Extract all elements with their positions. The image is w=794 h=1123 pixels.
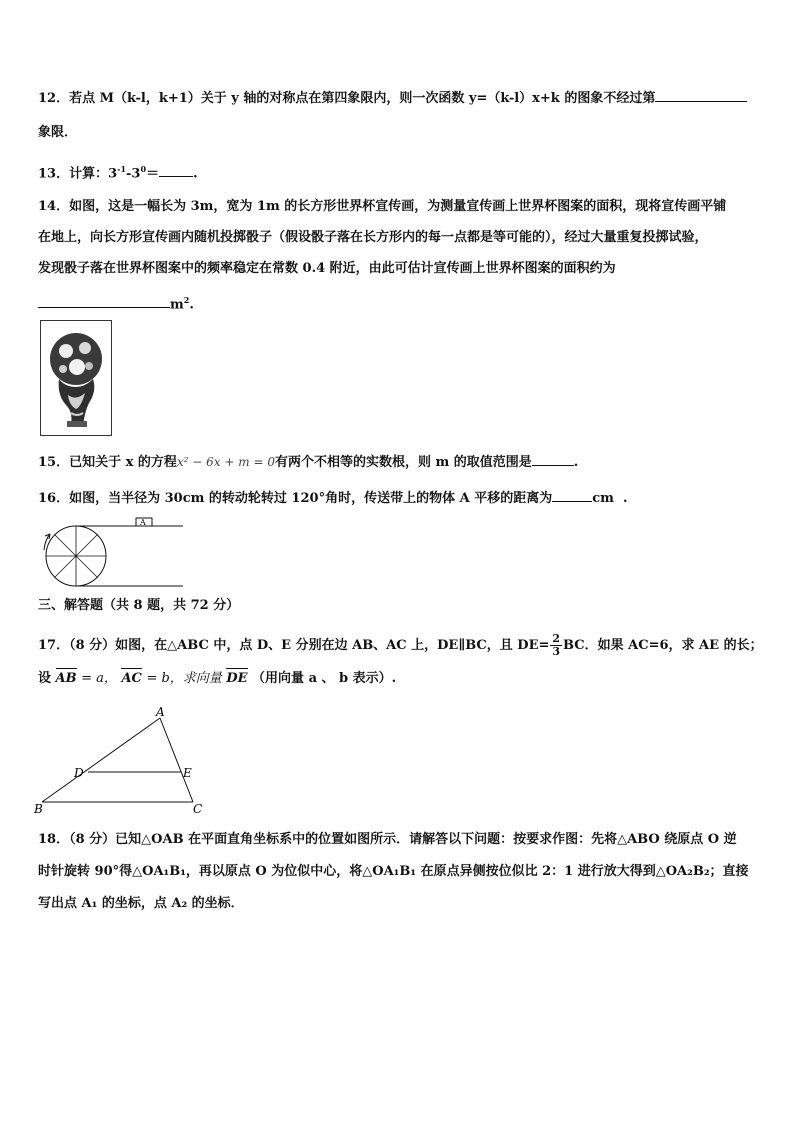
q12-text: 12．若点 M（k-l，k+1）关于 y 轴的对称点在第四象限内，则一次函数 y=（k-l）x+k 的图象不经过第	[38, 91, 656, 106]
q14-line1: 14．如图，这是一幅长为 3m，宽为 1m 的长方形世界杯宣传画，为测量宣传画上世界杯图案的面积，现将宣传画平铺	[38, 199, 727, 214]
q14-line3: 发现骰子落在世界杯图案中的频率稳定在常数 0.4 附近，由此可估计宣传画上世界杯图案的面积约为	[38, 261, 616, 276]
q15-answer-blank[interactable]	[532, 453, 574, 466]
q17-text-b: BC．如果 AC=6，求 AE 的长；	[563, 638, 763, 653]
label-a: A	[156, 705, 165, 719]
frac-num: 2	[552, 632, 561, 645]
q16-unit: cm	[592, 491, 614, 506]
q16-line	[38, 489, 627, 508]
world-cup-poster-image	[40, 320, 112, 436]
q14-answer-blank[interactable]	[38, 295, 170, 308]
q14-line4	[38, 291, 194, 314]
vector-de: DE	[226, 671, 248, 686]
q15-prefix: 15．已知关于 x 的方程	[38, 455, 177, 470]
q18-line2: 时针旋转 90°得△OA₁B₁，再以原点 O 为位似中心，将△OA₁B₁ 在原点异侧按位似比 2：1 进行放大得到△OA₂B₂；直接	[38, 864, 749, 879]
q18-line3: 写出点 A₁ 的坐标，点 A₂ 的坐标．	[38, 896, 244, 911]
section3-title: 三、解答题（共 8 题，共 72 分）	[38, 598, 240, 613]
side-ac	[160, 718, 193, 802]
q12-answer-blank[interactable]	[655, 89, 747, 102]
q15-equation: x² − 6x + m = 0	[176, 455, 275, 469]
object-a-label: A	[140, 518, 146, 527]
q15-end: .	[573, 455, 579, 470]
q16-text: 16．如图，当半径为 30cm 的转动轮转过 120°角时，传送带上的物体 A 平移的距离为	[38, 491, 553, 506]
q15-suffix: 有两个不相等的实数根，则 m 的取值范围是	[274, 455, 532, 470]
q17-text-c: （用向量 a 、 b 表示）.	[252, 671, 397, 686]
q17-text-a: 17．（8 分）如图，在△ABC 中，点 D、E 分别在边 AB、AC 上，DE∥BC，且 DE=	[38, 638, 550, 653]
triangle-figure	[30, 704, 220, 816]
q14-unit: m	[170, 297, 184, 313]
label-c: C	[193, 802, 203, 816]
q13-end: .	[193, 166, 198, 182]
label-e: E	[183, 766, 192, 780]
q17-line1	[38, 631, 763, 661]
q13-prefix: 13．计算：3	[38, 166, 118, 182]
q17-eq1: = a，	[81, 671, 117, 686]
label-d: D	[74, 766, 84, 780]
q14-line2: 在地上，向长方形宣传画内随机投掷骰子（假设骰子落在长方形内的每一点都是等可能的），经过大量重复投掷试验，	[38, 230, 708, 245]
q17-eq2: = b，求向量	[146, 671, 222, 686]
q13-exp1: -1	[117, 164, 127, 174]
q17-fraction	[550, 633, 562, 658]
q13-mid: -3	[126, 166, 141, 182]
q16-end: .	[622, 491, 628, 506]
q13-exp2: 0	[140, 164, 147, 174]
q13-answer-blank[interactable]	[159, 164, 193, 177]
q14-unit-exp: 2	[183, 295, 190, 305]
trophy-icon	[41, 321, 111, 435]
q15-line	[38, 453, 578, 472]
side-ab	[42, 718, 160, 802]
label-b: B	[34, 802, 43, 816]
q14-end: .	[189, 297, 194, 313]
q13-line	[38, 160, 198, 183]
q18-line1: 18．（8 分）已知△OAB 在平面直角坐标系中的位置如图所示．请解答以下问题：按要求作图：先将△ABO 绕原点 O 逆	[38, 832, 737, 847]
frac-den: 3	[552, 645, 561, 658]
conveyor-figure	[36, 514, 186, 590]
q13-equals: ＝	[146, 166, 160, 182]
q12-line2: 象限．	[38, 125, 78, 140]
vector-ab: AB	[55, 671, 77, 686]
vector-ac: AC	[121, 671, 142, 686]
q17-line2	[38, 670, 396, 688]
q12-line1	[38, 89, 747, 108]
q16-answer-blank[interactable]	[552, 489, 592, 502]
q17-set: 设	[38, 671, 52, 686]
